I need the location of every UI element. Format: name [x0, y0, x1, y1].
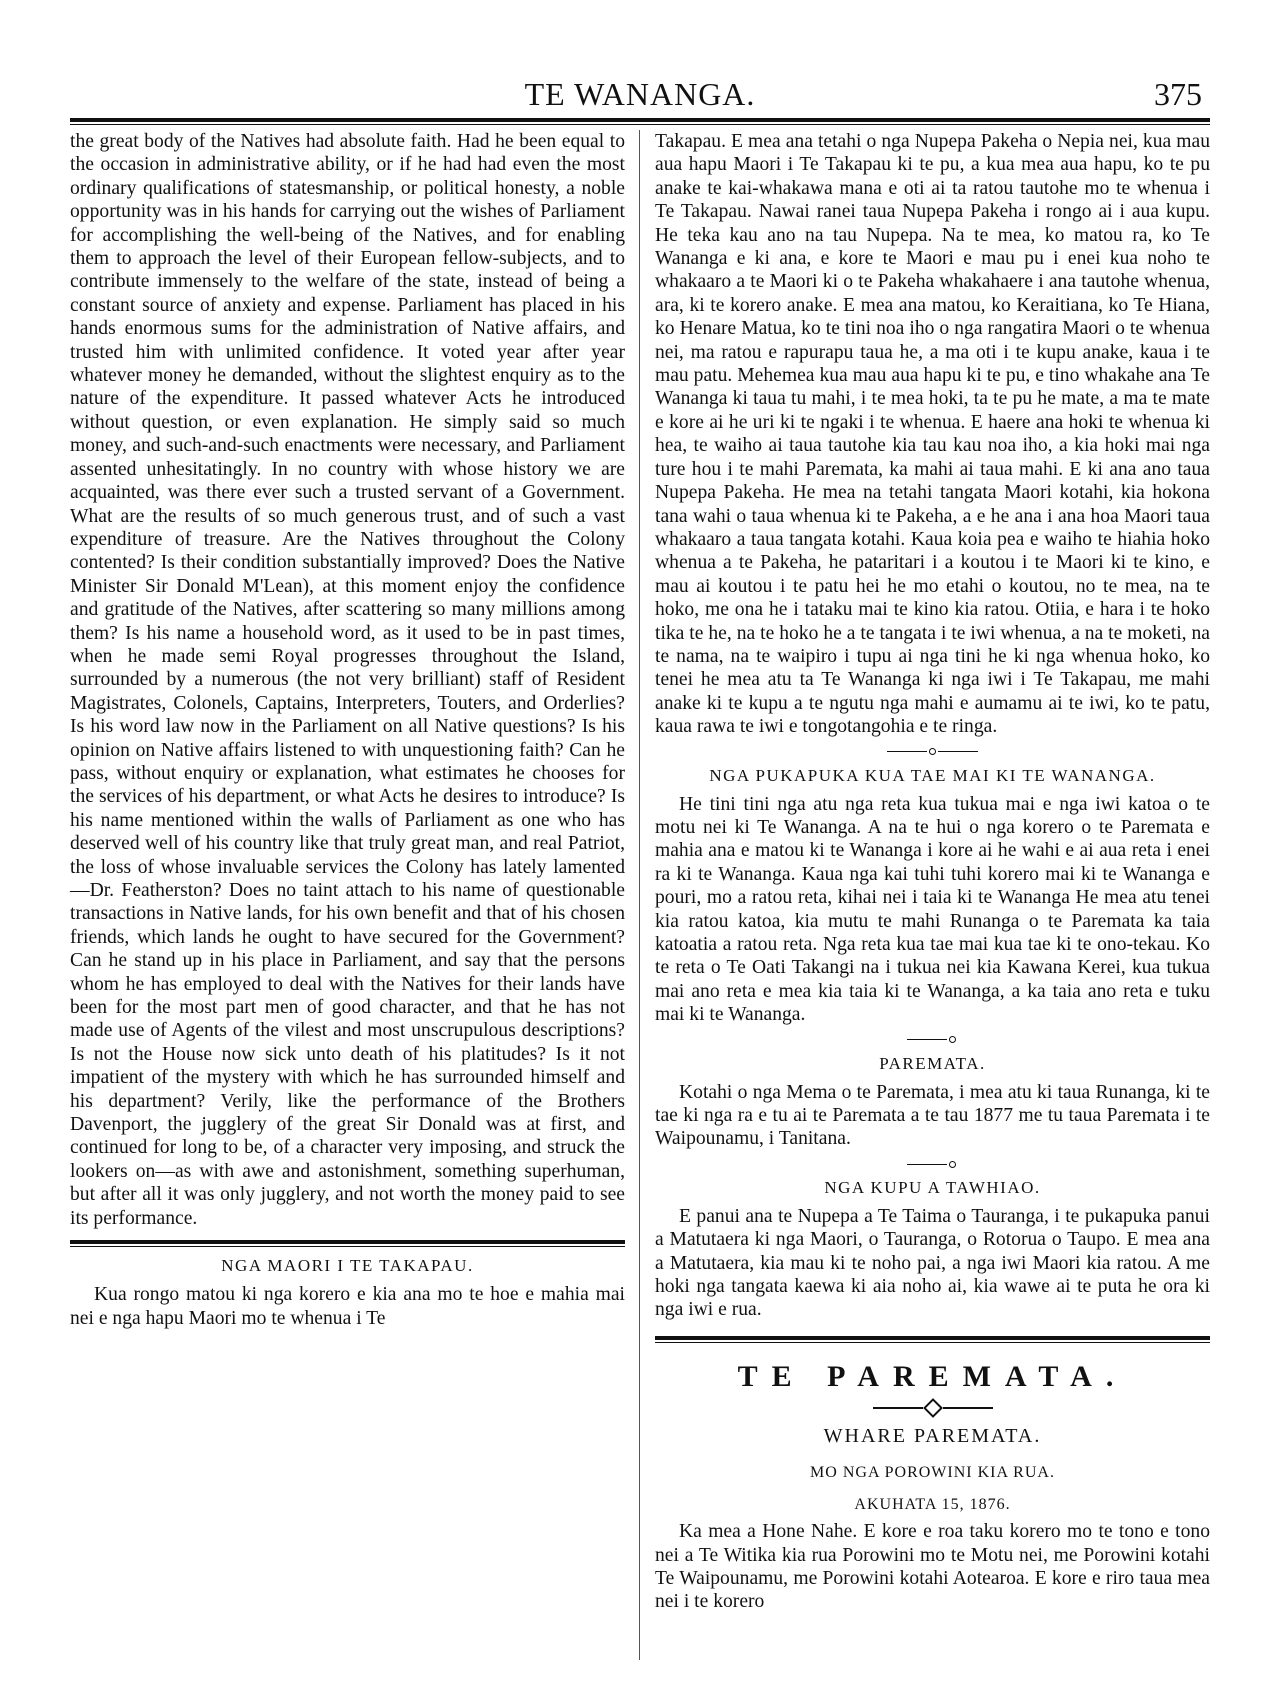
- masthead-rule: [70, 118, 1210, 122]
- section-heading-takapau: NGA MAORI I TE TAKAPAU.: [221, 1256, 474, 1276]
- big-section-title: TE PAREMATA.: [737, 1359, 1128, 1393]
- article-paragraph: the great body of the Natives had absolute faith. Had he been equal to the occasion in administrative ability, or if he had had even the most ordinary qualifications of statesmanship, or political honesty, a noble opportunity was in his hands for carrying out the wishes of Parliament for accomplishing the well-being of the Natives, and for enabling them to approach the level of their European fellow-subjects, and to contribute immensely to the welfare of the state, instead of being a constant source of anxiety and expense. Parliament has placed in his hands enormous sums for the administration of Native affairs, and trusted him with unlimited confidence. It voted year after year whatever money he demanded, without the slightest enquiry as to the nature of the expenditure. It passed whatever Acts he introduced without question, or even explanation. He simply said so much money, and such-and-such enactments were necessary, and Parliament assented unhesitatingly. In no country with whose history we are acquainted, was there ever such a trusted servant of a Government. What are the results of so much generous trust, and of such a vast expenditure of treasure. Are the Natives throughout the Colony contented? Is their condition substantially improved? Does the Native Minister Sir Donald M'Lean), at this moment enjoy the confidence and gratitude of the Natives, after scattering so many millions among them? Is his name a household word, as it used to be in past times, when he made semi Royal progresses throughout the Island, surrounded by a numerous (the not very brilliant) staff of Resident Magistrates, Colonels, Captains, Interpreters, Touters, and Orderlies? Is his word law now in the Parliament on all Native questions? Is his opinion on Native affairs listened to with unquestioning faith? Can he pass, without enquiry or explanation, what estimates he chooses for the services of his department, or what Acts he desires to introduce? Is his name mentioned within the walls of Parliament as one who has deserved well of his country like that truly great man, and real Patriot, the loss of whose invaluable services the Colony has lately lamented—Dr. Featherston? Does no taint attach to his name of questionable transactions in Native lands, for his own benefit and that of his chosen friends, which lands he ought to have secured for the Government? Can he stand up in his place in Parliament, and say that the persons whom he has employed to deal with the Natives for their lands have been for the most part men of good character, and that he has not made use of Agents of the vilest and most unscrupulous descriptions? Is not the House now sick unto death of his platitudes? Is it not impatient of the mystery with which he has surrounded himself and his department? Verily, like the performance of the Brothers Davenport, the jugglery of the great Sir Donald was at first, and continued for long to be, of a character very imposing, and struck the lookers on—as with awe and astonishment, something superhuman, but after all it was only jugglery, and not worth the money paid to see its performance.: [70, 131, 625, 1229]
- big-section-date: AKUHATA 15, 1876.: [854, 1496, 1011, 1514]
- ornament-divider: [655, 745, 1210, 757]
- masthead-rule-thin: [70, 124, 1210, 125]
- section-text-takapau: Kua rongo matou ki nga korero e kia ana mo te hoe e mahia mai nei e nga hapu Maori mo te whenua i Te: [70, 1284, 625, 1329]
- big-section-sub-subtitle: MO NGA POROWINI KIA RUA.: [810, 1464, 1055, 1482]
- takapau-continued-text: Takapau. E mea ana tetahi o nga Nupepa Pakeha o Nepia nei, kua mau aua hapu Maori i Te Takapau ki te pu, a kua mea aua hapu, ko te pu anake te kai-whakawa mana e oti ai ta ratou tautohe mo te whenua i Te Takapau. Nawai ranei taua Nupepa Pakeha i rongo ai i aua kupu. He teka kau ano na tau Nupepa. Na te mea, ko matou ra, ko Te Wananga e ki ana, e kore te Maori e mau pu i enei kua noho te whakaaro a te Maori ki o te Pakeha whakahaere i ana tautohe whenua, ara, ki te korero anake. E mea ana matou, ko Keraitiana, ko Te Hiana, ko Henare Matua, ko te tini noa iho o nga rangatira Maori o te whenua nei, ma ratou e rapurapu taua he, a ma oti i te kupu anake, kaua i te mau patu. Mehemea kua mau aua hapu ki te pu, e tino whakahe ana Te Wananga ki taua tu mahi, i te mea hoki, ta te pu he mate, a ma te mate e kore ai he uri ki te ngaki i te whenua. E haere ana hoki te whenua ki hea, te waiho ai taua tautohe kia tau kau noa iho, a kia hoki mai nga ture hou i te mahi Paremata, ka mahi ai taua mahi. E ki ana ano taua Nupepa Pakeha. He mea na tetahi tangata Maori kotahi, kia hokona tana wahi o taua whenua ki te Pakeha, a e he ana i ana hoa Maori taua whakaaro a taua tangata kotahi. Kaua koia pea e waiho te hiahia hoko whenua a te Pakeha, he pataritari i a koutou i te Maori ki te kino, e mau ai koutou i te patu hei he mo etahi o koutou, no te mea, na te hoko, me ona he i tataku mai te kino kia ratou. Otiia, e hara i te hoko tika te he, na te hoko he a te tangata i te iwi whenua, a na te moketi, na te nama, na te waipiro i tupu ai nga tini he ki nga whenua hoko, ko tenei he mea atu ta Te Wananga ki nga iwi i Te Takapau, me mahi anake ki te kupu a te ngutu nga mahi e aumamu ai te iwi, ko te patu, kaua rawa te iwi e tongotangohia e te ringa.: [655, 131, 1210, 738]
- left-column: [70, 130, 625, 1330]
- ornament-divider: [655, 1033, 1210, 1045]
- section-text-tawhiao: E panui ana te Nupepa a Te Taima o Tauranga, i te pukapuka panui a Matutaera ki nga Maori, o Tauranga, o Rotorua o Taupo. E mea ana a Matutaera, kia mau ki te noho pai, a nga iwi Maori kia ratou. A me hoki nga tangata kaewa ki aia noho ai, kia wawe ai te puta he ora ki nga iwi e rua.: [655, 1205, 1210, 1321]
- page-number: 375: [1154, 76, 1202, 112]
- column-divider: [639, 130, 640, 1660]
- section-heading-pukapuka: NGA PUKAPUKA KUA TAE MAI KI TE WANANGA.: [709, 765, 1156, 785]
- newspaper-page: [70, 0, 1210, 1703]
- big-section-text: Ka mea a Hone Nahe. E kore e roa taku korero mo te tono e tono nei a Te Witika kia rua Porowini mo te Motu nei, me Porowini kotahi Te Waipounamu, me Porowini kotahi Aotearoa. E kore e riro taua mea nei i te korero: [655, 1521, 1210, 1613]
- big-section-subtitle: WHARE PAREMATA.: [823, 1425, 1042, 1448]
- masthead: [70, 70, 1210, 110]
- section-text-paremata: Kotahi o nga Mema o te Paremata, i mea atu ki taua Runanga, ki te tae ki nga ra e tu ai te Paremata a te tau 1877 me tu taua Paremata i te Waipounamu, i Tanitana.: [655, 1081, 1210, 1150]
- section-heading-tawhiao: NGA KUPU A TAWHIAO.: [824, 1177, 1041, 1197]
- newspaper-title: TE WANANGA.: [524, 76, 756, 112]
- section-rule: [70, 1240, 625, 1244]
- section-rule-thin: [70, 1246, 625, 1247]
- ornament-divider: [655, 1157, 1210, 1169]
- section-heading-paremata: PAREMATA.: [879, 1053, 986, 1073]
- section-rule: [655, 1336, 1210, 1340]
- section-text-pukapuka: He tini tini nga atu nga reta kua tukua mai e nga iwi katoa o te motu nei ki Te Wananga. A na te hui o nga korero o te Paremata e mahia ana e matou ki te Wananga i kore ai he wahi e ai aua reta i enei ra ki te Wananga. Kaua nga kai tuhi tuhi korero mai ki te Wananga e pouri, mo a ratou reta, kihai nei i taia ki te Wananga He mea atu tenei kia ratou katoa, kia mutu te mahi Runanga o te Paremata ka taia katoatia a ratou reta. Nga reta kua tae mai kua tae ki te ono-tekau. Ko te reta o Te Oati Takangi na i tukua nei kia Kawana Kerei, kua tukua mai ano reta e mea kia taia ki te Wananga, a ka taia ano reta e tuku mai ki te Wananga.: [655, 793, 1210, 1026]
- section-rule-thin: [655, 1342, 1210, 1343]
- right-column: [655, 130, 1210, 1614]
- diamond-ornament: [655, 1401, 1210, 1415]
